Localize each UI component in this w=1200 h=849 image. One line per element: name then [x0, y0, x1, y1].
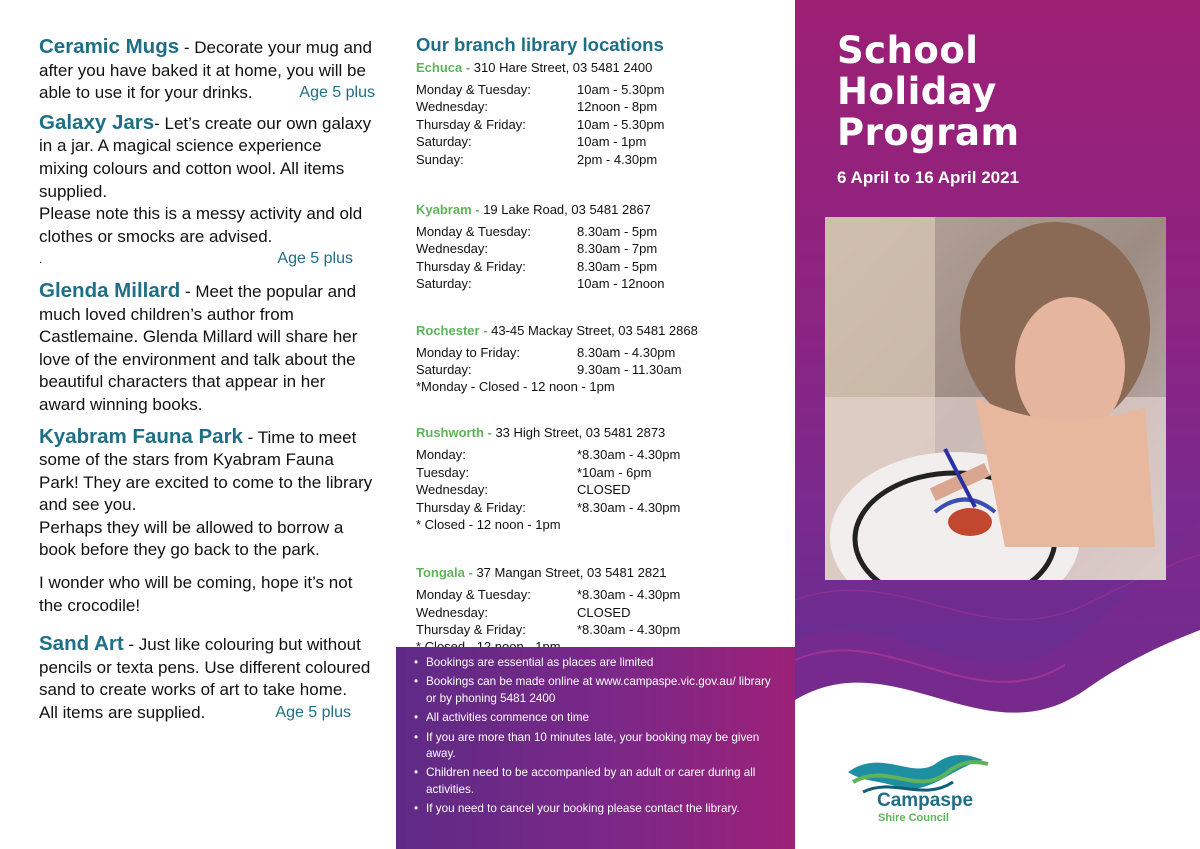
- hours-row: [416, 116, 786, 133]
- age-label: Age 5 plus: [275, 704, 351, 722]
- hours-time: 2pm - 4.30pm: [577, 151, 658, 167]
- hours-row: [416, 258, 786, 275]
- activity-title: Galaxy Jars: [39, 110, 155, 134]
- activity-description: Decorate your mug and after you have baked it at home, you will be able to use it for your drinks.: [39, 38, 372, 103]
- title-line-1: School: [837, 29, 979, 72]
- hours-row: [416, 344, 786, 361]
- activity-description: Time to meet some of the stars from Kyabram Fauna Park! They are excited to come to the library and see you.: [39, 427, 373, 515]
- bookings-item: • Children need to be accompanied by an adult or carer during all activities.: [414, 765, 779, 798]
- activity-dash: -: [179, 38, 195, 57]
- branch-entry: [416, 425, 786, 533]
- hours-row: [416, 98, 786, 115]
- branch-entry: [416, 323, 786, 396]
- branch-name: Kyabram -: [416, 202, 484, 218]
- hours-day: Saturday:: [416, 276, 472, 292]
- activity-kyabram-fauna-park: [39, 426, 375, 618]
- bookings-info-box: [396, 647, 795, 849]
- hours-time: 8.30am - 7pm: [577, 241, 658, 257]
- activity-dash: -: [242, 427, 258, 447]
- activity-title: Ceramic Mugs: [39, 35, 180, 58]
- program-dates: 6 April to 16 April 2021: [837, 168, 1020, 187]
- branch-address: 310 Hare Street, 03 5481 2400: [473, 60, 653, 75]
- activity-glenda-millard: [39, 280, 375, 417]
- hours-time: CLOSED: [577, 604, 631, 620]
- activity-description: Just like colouring but without pencils or texta pens. Use different coloured sand to create works of art to take home.: [39, 635, 371, 700]
- branch-address: 37 Mangan Street, 03 5481 2821: [476, 565, 667, 581]
- hours-day: Monday:: [416, 447, 466, 463]
- activity-description-3: I wonder who will be coming, hope it’s not the crocodile!: [39, 573, 353, 615]
- hours-row: [416, 133, 786, 150]
- branch-hours: [416, 344, 786, 379]
- hours-time: 12noon - 8pm: [577, 99, 658, 115]
- hours-day: Sunday:: [416, 151, 464, 167]
- hours-day: Wednesday:: [416, 241, 489, 257]
- hours-day: Tuesday:: [416, 464, 469, 480]
- hours-day: Monday & Tuesday:: [416, 587, 531, 603]
- hours-time: 8.30am - 4.30pm: [577, 344, 676, 360]
- hours-row: [416, 446, 786, 463]
- hours-row: [416, 499, 786, 516]
- hours-day: Monday to Friday:: [416, 344, 521, 360]
- hours-day: Wednesday:: [416, 99, 489, 115]
- branch-hours: [416, 586, 786, 638]
- bookings-item: • If you need to cancel your booking please contact the library.: [414, 801, 779, 817]
- activity-description-2: Perhaps they will be allowed to borrow a book before they go back to the park.: [39, 517, 344, 560]
- branch-header: [416, 323, 786, 338]
- bookings-item: • Bookings are essential as places are limited: [414, 655, 779, 671]
- hours-time: 8.30am - 5pm: [577, 224, 658, 240]
- hours-time: 10am - 1pm: [577, 134, 647, 150]
- hours-time: *10am - 6pm: [577, 464, 652, 480]
- branch-name: Rochester -: [416, 322, 492, 338]
- hours-time: *8.30am - 4.30pm: [577, 447, 681, 463]
- activity-ceramic-mugs: [39, 36, 375, 105]
- hours-day: Saturday:: [416, 362, 472, 378]
- activity-galaxy-jars: [39, 112, 375, 271]
- age-row: [39, 702, 375, 725]
- hours-row: [416, 361, 786, 378]
- activity-dash: -: [180, 281, 196, 301]
- hours-day: Monday & Tuesday:: [416, 82, 531, 97]
- branch-hours: [416, 446, 786, 516]
- branches-heading: Our branch library locations: [416, 34, 664, 55]
- branch-entry: [416, 60, 786, 168]
- hours-row: [416, 586, 786, 603]
- hours-day: Thursday & Friday:: [416, 499, 526, 515]
- activity-description: Let’s create our own galaxy in a jar. A magical science experience mixing colours and cotton wool. All items supplied.: [39, 113, 372, 201]
- branch-name: Rushworth -: [416, 425, 496, 441]
- branches-column: [416, 34, 786, 689]
- activity-last-line: All items are supplied.: [39, 703, 206, 723]
- bookings-item: • Bookings can be made online at www.campaspe.vic.gov.au/ library or by phoning 5481 2400: [414, 674, 779, 707]
- branch-address: 33 High Street, 03 5481 2873: [495, 425, 666, 441]
- child-drawing-photo: [825, 217, 1166, 580]
- branch-header: [416, 425, 786, 440]
- branch-hours: [416, 81, 786, 168]
- branch-address: 19 Lake Road, 03 5481 2867: [483, 202, 651, 218]
- hours-day: Thursday & Friday:: [416, 621, 526, 637]
- activity-note: Please note this is a messy activity and old clothes or smocks are advised.: [39, 204, 363, 246]
- hours-row: [416, 275, 786, 292]
- activity-sand-art: [39, 633, 375, 724]
- hours-day: Wednesday:: [416, 482, 489, 498]
- hours-day: Thursday & Friday:: [416, 116, 526, 132]
- activity-title: Sand Art: [39, 632, 124, 656]
- dot-marker: .: [39, 252, 43, 267]
- hours-time: *8.30am - 4.30pm: [577, 499, 681, 515]
- branch-header: [416, 60, 786, 75]
- branch-address: 43-45 Mackay Street, 03 5481 2868: [491, 322, 698, 338]
- age-label: Age 5 plus: [299, 84, 375, 102]
- activity-title: Kyabram Fauna Park: [39, 424, 243, 448]
- hours-row: [416, 81, 786, 98]
- bookings-list: [414, 655, 779, 818]
- hours-time: 10am - 5.30pm: [577, 82, 665, 97]
- hours-row: [416, 604, 786, 621]
- activities-column: [39, 36, 375, 725]
- hours-row: [416, 621, 786, 638]
- branch-note: *Monday - Closed - 12 noon - 1pm: [416, 379, 615, 395]
- age-label: Age 5 plus: [277, 250, 353, 268]
- branch-entry: [416, 202, 786, 293]
- hours-row: [416, 223, 786, 240]
- branch-name: Echuca -: [416, 60, 474, 75]
- program-title: [837, 30, 1020, 153]
- branch-header: [416, 202, 786, 217]
- activity-dash: -: [154, 113, 165, 133]
- hours-row: [416, 151, 786, 168]
- activity-description: Meet the popular and much loved children’s author from Castlemaine. Glenda Millard will share her love of the environment and talk about the beautiful characters that appear in her award winning books.: [39, 281, 358, 414]
- hours-time: *8.30am - 4.30pm: [577, 587, 681, 603]
- bookings-item: • If you are more than 10 minutes late, your booking may be given away.: [414, 730, 779, 763]
- activity-dash: -: [123, 635, 139, 655]
- hours-time: 10am - 12noon: [577, 276, 665, 292]
- branch-header: [416, 565, 786, 580]
- hours-row: [416, 481, 786, 498]
- branch-hours: [416, 223, 786, 293]
- hours-row: [416, 240, 786, 257]
- hours-day: Wednesday:: [416, 604, 489, 620]
- age-row: [39, 248, 375, 271]
- hours-day: Monday & Tuesday:: [416, 224, 531, 240]
- hours-time: 9.30am - 11.30am: [577, 362, 682, 378]
- title-line-2: Holiday: [837, 70, 997, 113]
- hours-time: *8.30am - 4.30pm: [577, 621, 681, 637]
- logo-subtitle: Shire Council: [878, 812, 949, 824]
- branch-list: [416, 60, 786, 655]
- hours-day: Saturday:: [416, 134, 472, 150]
- hours-time: CLOSED: [577, 482, 631, 498]
- activity-title: Glenda Millard: [39, 278, 181, 302]
- title-line-3: Program: [837, 111, 1020, 154]
- branch-note: * Closed - 12 noon - 1pm: [416, 517, 561, 533]
- hours-time: 8.30am - 5pm: [577, 258, 658, 274]
- hours-row: [416, 464, 786, 481]
- bookings-item: • All activities commence on time: [414, 710, 779, 726]
- branch-entry: [416, 565, 786, 655]
- cover-panel: [795, 0, 1200, 849]
- hours-time: 10am - 5.30pm: [577, 116, 665, 132]
- branch-name: Tongala -: [416, 565, 477, 581]
- hours-day: Thursday & Friday:: [416, 258, 526, 274]
- logo-name: Campaspe: [877, 790, 974, 811]
